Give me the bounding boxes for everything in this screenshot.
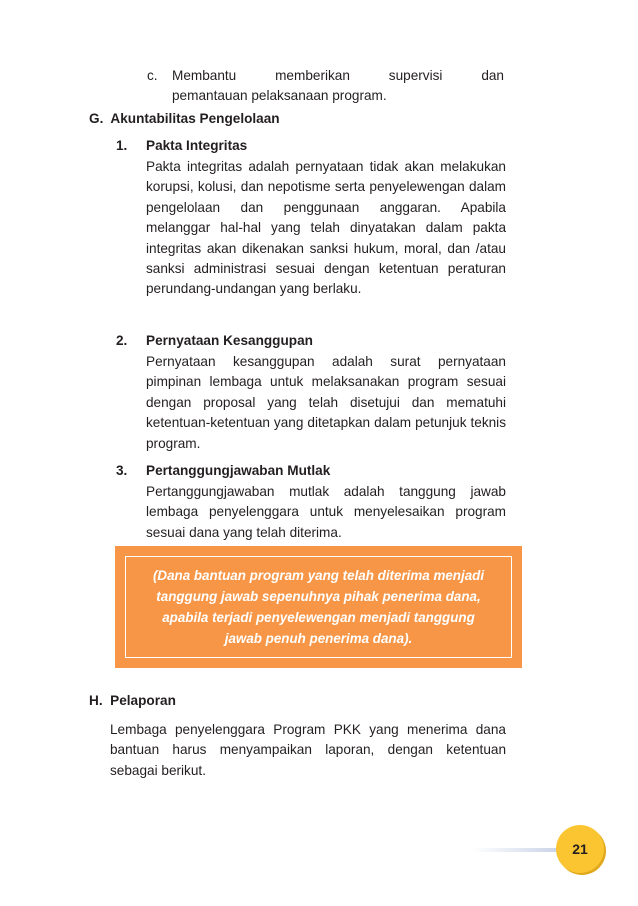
g-item-3-body: Pertanggungjawaban mutlak adalah tanggung jawab lembaga penyelenggara untuk menyelesaikan program sesuai dana yang telah diterima.: [146, 484, 506, 540]
g-item-2-title: Pernyataan Kesanggupan: [146, 333, 313, 348]
callout-border: [125, 556, 512, 658]
g-item-2-number: 2.: [116, 333, 128, 348]
item-c-line2: pemantauan pelaksanaan program.: [172, 88, 387, 103]
g-item-1-body: Pakta integritas adalah pernyataan tidak akan melakukan korupsi, kolusi, dan nepotisme serta penyelewengan dalam pengelolaan dan penggunaan anggaran. Apabila melanggar hal-hal yang telah dinyatakan dalam pakta integritas akan dikenakan sanksi hukum, moral, dan /atau sanksi administrasi sesuai dengan ketentuan peraturan perundang-undangan yang berlaku.: [146, 159, 506, 297]
page-number-badge: [556, 825, 604, 873]
g-item-2-body: Pernyataan kesanggupan adalah surat pernyataan pimpinan lembaga untuk melaksanakan program sesuai dengan proposal yang telah disetujui dan mematuhi ketentuan-ketentuan yang ditetapkan dalam petunjuk teknis program.: [146, 354, 506, 451]
section-h-body: Lembaga penyelenggara Program PKK yang menerima dana bantuan harus menyampaikan laporan, dengan ketentuan sebagai berikut.: [110, 722, 506, 778]
page-number: 21: [572, 841, 588, 857]
g-item-1-number: 1.: [116, 138, 128, 153]
g-item-3-number: 3.: [116, 463, 128, 478]
callout-text: (Dana bantuan program yang telah diterima menjadi tanggung jawab sepenuhnya pihak penerima dana, apabila terjadi penyelewengan menjadi tanggung jawab penuh penerima dana).: [152, 568, 485, 646]
footer-line: [472, 848, 560, 852]
section-h-heading: H. Pelaporan: [89, 693, 176, 708]
section-g-heading: G. Akuntabilitas Pengelolaan: [89, 111, 280, 126]
callout-box: [115, 546, 522, 668]
g-item-3-title: Pertanggungjawaban Mutlak: [146, 463, 331, 478]
item-c-marker: c.: [147, 68, 158, 83]
item-c-line1: Membantu memberikan supervisi dan: [172, 68, 504, 83]
g-item-1-title: Pakta Integritas: [146, 138, 248, 153]
